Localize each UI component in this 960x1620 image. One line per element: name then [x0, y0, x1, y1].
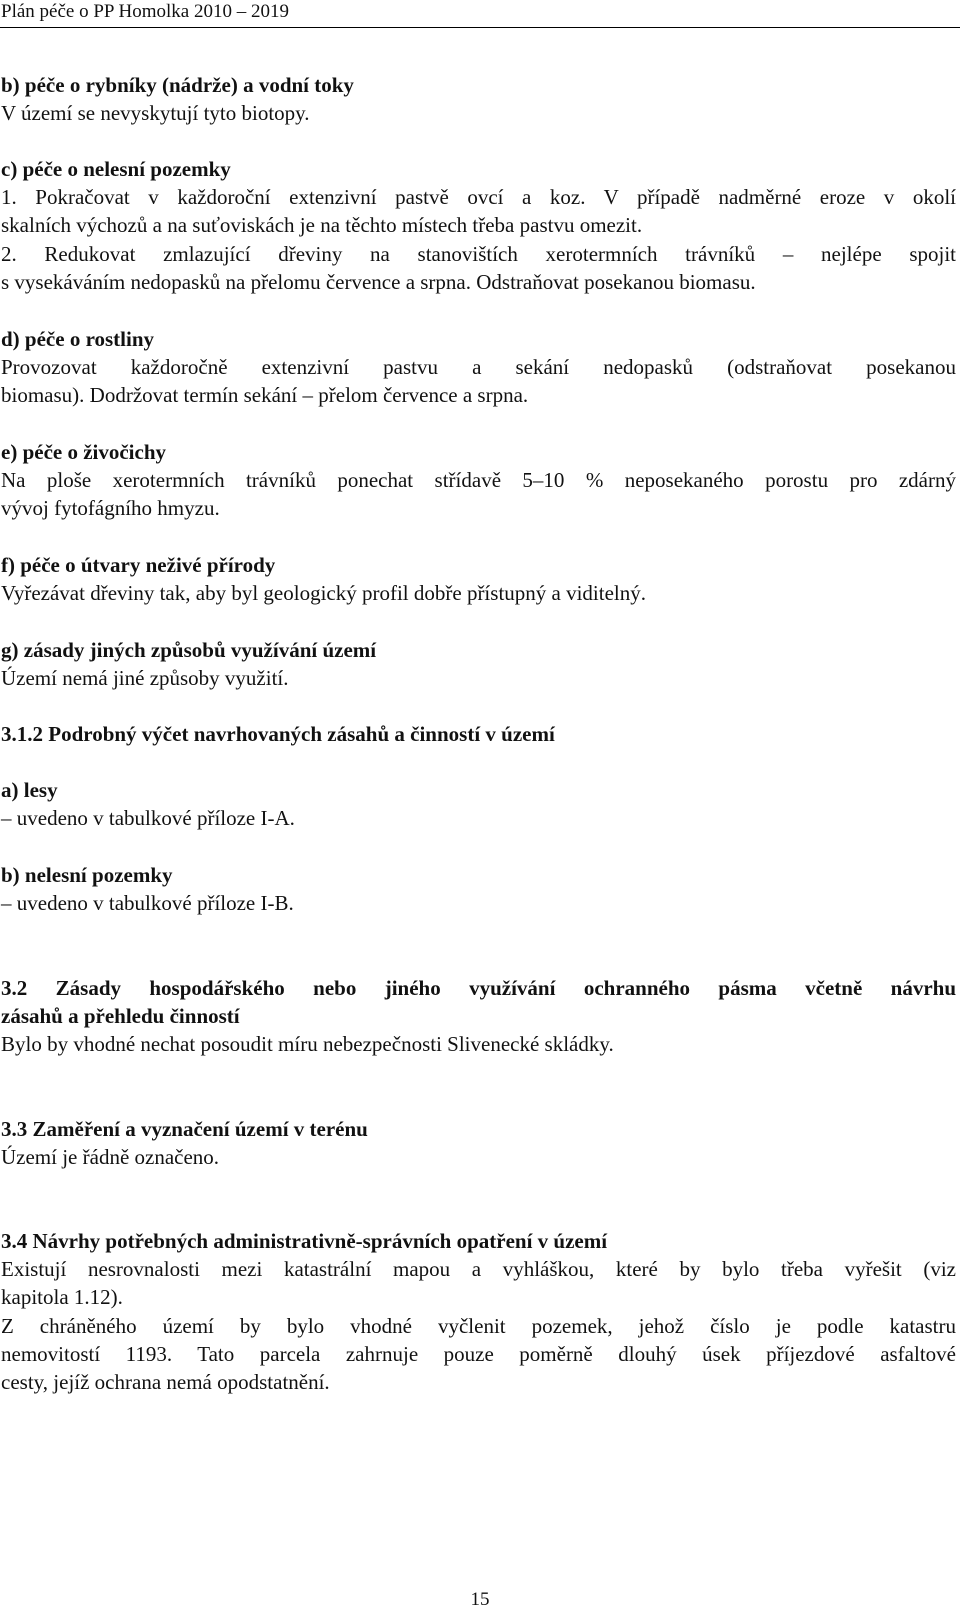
section-title: Návrhy potřebných administrativně-správních opatření v území — [32, 1229, 608, 1253]
paragraph-marking: Území je řádně označeno. — [1, 1145, 220, 1169]
paragraph-protective-zone: Bylo by vhodné nechat posoudit míru nebezpečnosti Slivenecké skládky. — [1, 1032, 614, 1056]
paragraph-ponds: V území se nevyskytují tyto biotopy. — [1, 101, 310, 125]
paragraph-line: Z chráněného území by bylo vhodné vyčlenit pozemek, jehož číslo je podle katastru — [1, 1314, 956, 1338]
header-divider — [0, 27, 960, 28]
paragraph-line: Existují nesrovnalosti mezi katastrální mapou a vyhláškou, které by bylo třeba vyřešit (viz — [1, 1257, 956, 1281]
paragraph-inanimate-nature: Vyřezávat dřeviny tak, aby byl geologický profil dobře přístupný a viditelný. — [1, 581, 647, 605]
section-number: 3.4 — [1, 1229, 28, 1253]
page-number: 15 — [470, 1589, 490, 1610]
section-number: 3.3 — [1, 1117, 28, 1141]
paragraph-line: 1. Pokračovat v každoroční extenzivní pastvě ovcí a koz. V případě nadměrné eroze v okolí — [1, 185, 956, 209]
section-title: Zaměření a vyznačení území v terénu — [32, 1117, 368, 1141]
page-header: Plán péče o PP Homolka 2010 – 2019 — [1, 1, 289, 22]
section-title-3-4 — [1, 1227, 956, 1255]
paragraph-line: Provozovat každoročně extenzivní pastvu a sekání nedopasků (odstraňovat posekanou — [1, 355, 956, 379]
section-heading-ponds: b) péče o rybníky (nádrže) a vodní toky — [1, 73, 354, 97]
section-title: Podrobný výčet navrhovaných zásahů a činností v území — [48, 722, 555, 746]
section-title-3-1-2 — [1, 720, 956, 748]
section-heading-animals: e) péče o živočichy — [1, 440, 167, 464]
paragraph-line: skalních výchozů a na suťoviskách je na těchto místech třeba pastvu omezit. — [1, 213, 643, 237]
paragraph-line: cesty, jejíž ochrana nemá opodstatnění. — [1, 1370, 330, 1394]
section-number: 3.1.2 — [1, 722, 43, 746]
paragraph-line: kapitola 1.12). — [1, 1285, 123, 1309]
paragraph-nonforest-land: – uvedeno v tabulkové příloze I-B. — [1, 891, 294, 915]
paragraph-line: s vysekáváním nedopasků na přelomu července a srpna. Odstraňovat posekanou biomasu. — [1, 270, 756, 294]
paragraph-line: biomasu). Dodržovat termín sekání – přelom července a srpna. — [1, 383, 529, 407]
paragraph-line: vývoj fytofágního hmyzu. — [1, 496, 220, 520]
section-heading-inanimate-nature: f) péče o útvary neživé přírody — [1, 553, 276, 577]
paragraph-other-uses: Území nemá jiné způsoby využití. — [1, 666, 289, 690]
section-heading-plants: d) péče o rostliny — [1, 327, 155, 351]
subsection-heading-nonforest-land: b) nelesní pozemky — [1, 863, 173, 887]
section-title: Zásady hospodářského nebo jiného využívání ochranného pásma včetně návrhu — [55, 976, 957, 1000]
section-title-continuation: zásahů a přehledu činností — [1, 1004, 240, 1028]
paragraph-line: nemovitostí 1193. Tato parcela zahrnuje pouze poměrně dlouhý úsek příjezdové asfaltové — [1, 1342, 956, 1366]
paragraph-line: Na ploše xerotermních trávníků ponechat střídavě 5–10 % neposekaného porostu pro zdárný — [1, 468, 956, 492]
paragraph-forests: – uvedeno v tabulkové příloze I-A. — [1, 806, 295, 830]
section-number: 3.2 — [1, 976, 28, 1000]
subsection-heading-forests: a) lesy — [1, 778, 58, 802]
section-heading-other-uses: g) zásady jiných způsobů využívání území — [1, 638, 377, 662]
section-heading-nonforest-care: c) péče o nelesní pozemky — [1, 157, 231, 181]
paragraph-line: 2. Redukovat zmlazující dřeviny na stanovištích xerotermních trávníků – nejlépe spojit — [1, 242, 956, 266]
section-title-3-2 — [1, 974, 956, 1002]
section-title-3-3 — [1, 1115, 956, 1143]
